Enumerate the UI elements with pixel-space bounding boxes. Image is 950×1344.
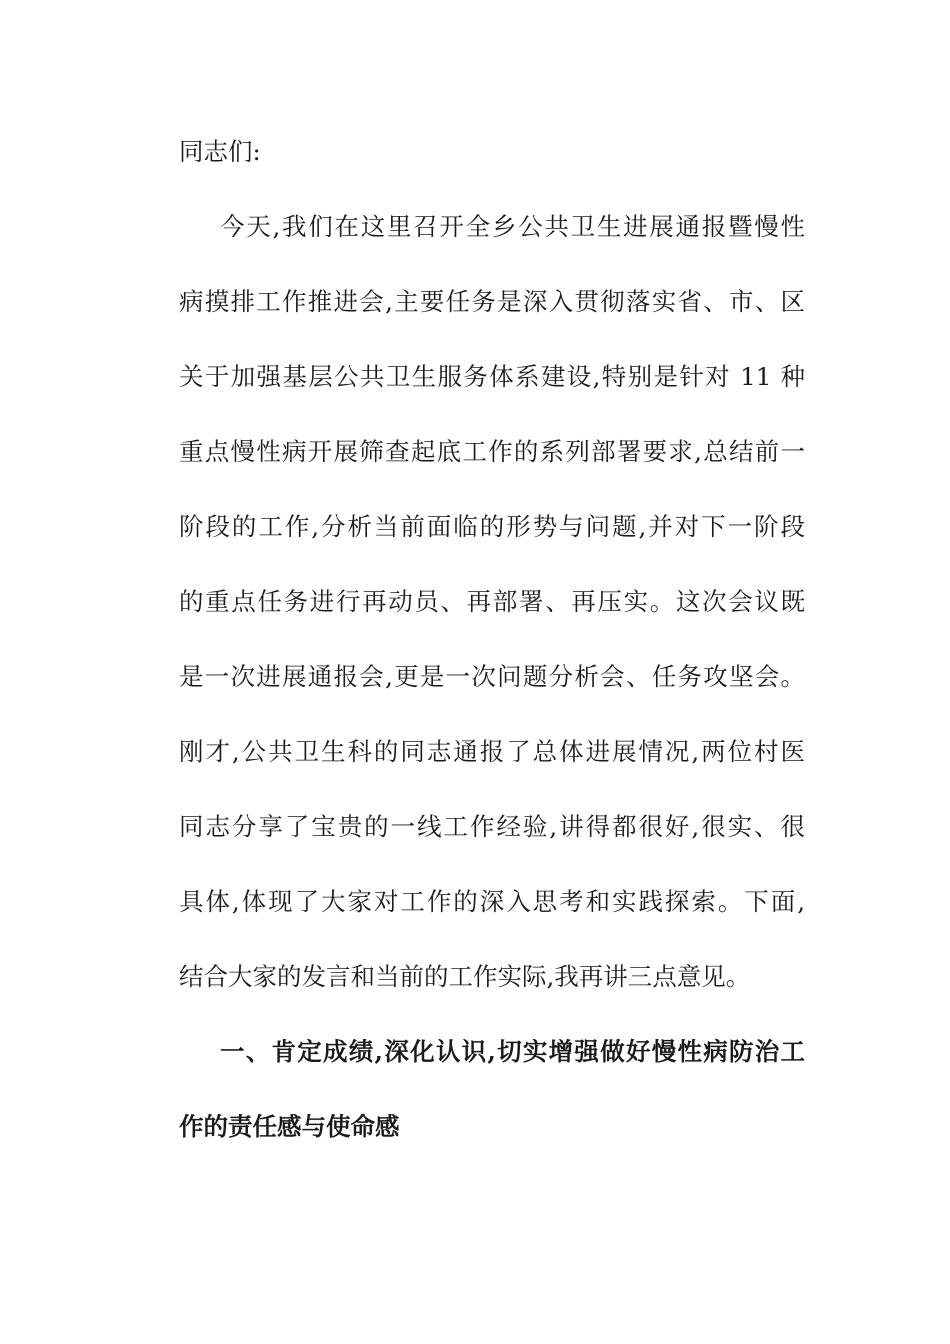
paragraph-line: 是一次进展通报会,更是一次问题分析会、任务攻坚会。 [179, 662, 805, 691]
paragraph-line: 关于加强基层公共卫生服务体系建设,特别是针对 11 种 [179, 362, 805, 391]
paragraph-line: 重点慢性病开展筛查起底工作的系列部署要求,总结前一 [179, 437, 805, 466]
section-heading-line: 一、肯定成绩,深化认识,切实增强做好慢性病防治工 [220, 1037, 805, 1066]
paragraph-line: 病摸排工作推进会,主要任务是深入贯彻落实省、市、区 [179, 287, 805, 316]
paragraph-line: 同志分享了宝贵的一线工作经验,讲得都很好,很实、很 [179, 812, 805, 841]
paragraph-line: 的重点任务进行再动员、再部署、再压实。这次会议既 [179, 587, 805, 616]
section-heading-line: 作的责任感与使命感 [179, 1112, 400, 1141]
paragraph-line: 具体,体现了大家对工作的深入思考和实践探索。下面, [179, 887, 805, 916]
paragraph-line: 今天,我们在这里召开全乡公共卫生进展通报暨慢性 [220, 212, 805, 241]
salutation: 同志们: [179, 137, 261, 166]
paragraph-line: 结合大家的发言和当前的工作实际,我再讲三点意见。 [179, 962, 751, 991]
paragraph-line: 阶段的工作,分析当前面临的形势与问题,并对下一阶段 [179, 512, 805, 541]
paragraph-line: 刚才,公共卫生科的同志通报了总体进展情况,两位村医 [179, 737, 805, 766]
